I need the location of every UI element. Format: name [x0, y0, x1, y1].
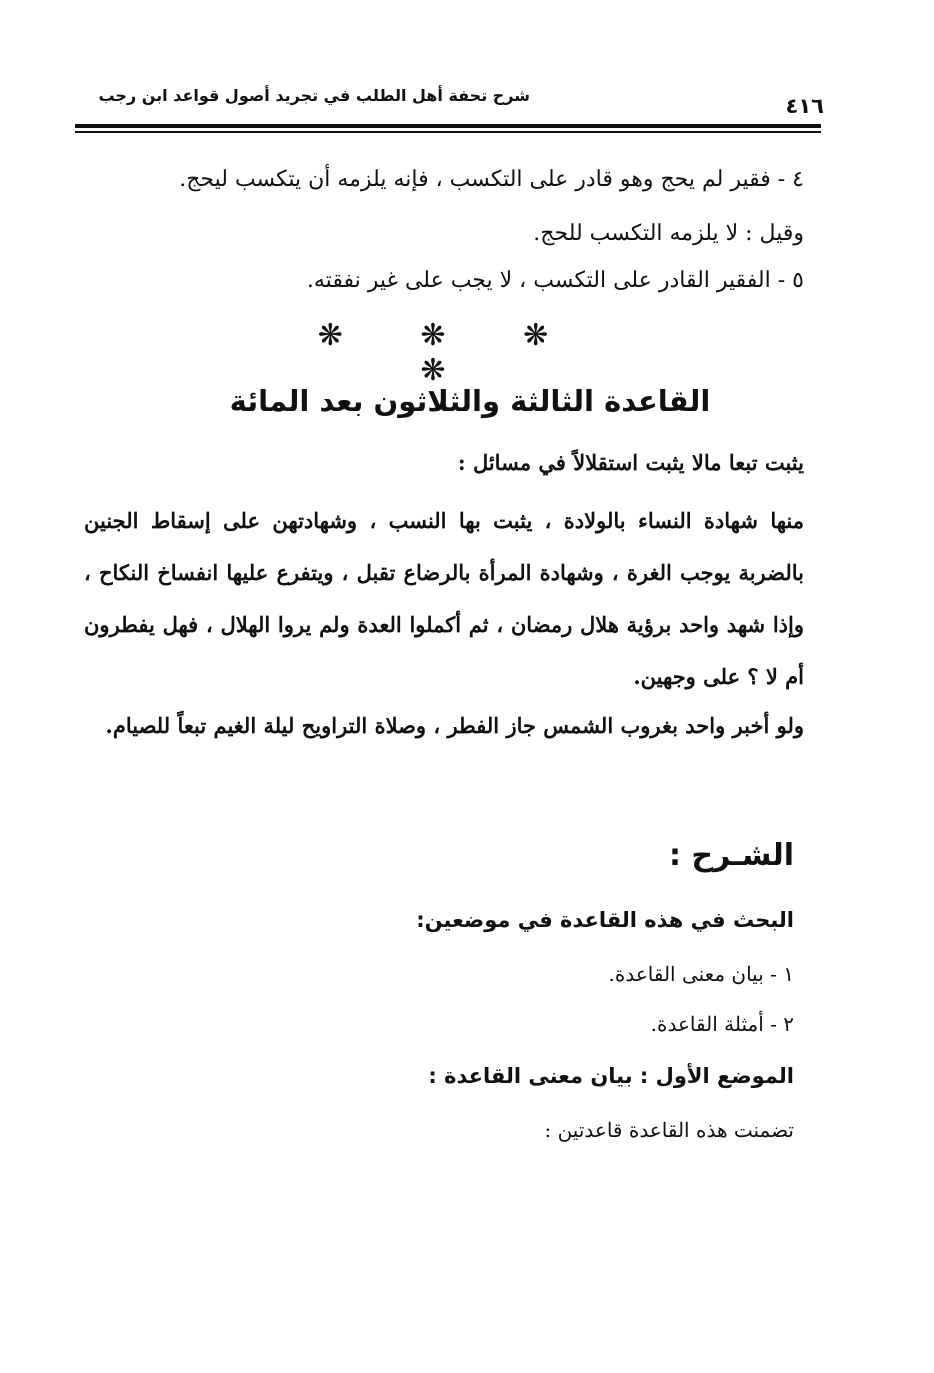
header-rule-thick: [75, 124, 821, 128]
running-header-title: شرح تحفة أهل الطلب في تجريد أصول قواعد ابن رجب: [98, 86, 530, 105]
text-line-item-5: ٥ - الفقير القادر على التكسب ، لا يجب على غير نفقته.: [306, 268, 804, 293]
rule-heading: القاعدة الثالثة والثلاثون بعد المائة: [229, 384, 711, 418]
rule-paragraph-1: منها شهادة النساء بالولادة ، يثبت بها النسب ، وشهادتهن على إسقاط الجنين بالضربة يوجب الغرة ، وشهادة المرأة بالرضاع تقبل ، ويتفرع عليها انفساخ النكاح ، وإذا شهد واحد برؤية هلال رمضان ، ثم أكملوا العدة ولم يروا الهلال ، فهل يفطرون أم لا ؟ على وجهين.: [84, 508, 804, 689]
section-heading: الموضع الأول : بيان معنى القاعدة :: [428, 1064, 794, 1088]
closing-line: تضمنت هذه القاعدة قاعدتين :: [544, 1118, 794, 1142]
sharh-intro-heading: البحث في هذه القاعدة في موضعين:: [416, 908, 794, 932]
list-item: ٢ - أمثلة القاعدة.: [650, 1012, 794, 1036]
asterism-separator: ❋ ❋ ❋ ❋: [317, 318, 583, 388]
header-rule-thin: [75, 131, 821, 133]
rule-paragraph-2: ولو أخبر واحد بغروب الشمس جاز الفطر ، وصلاة التراويح ليلة الغيم تبعاً للصيام.: [105, 713, 804, 738]
sharh-heading: الشـرح :: [668, 838, 794, 873]
text-line-opinion: وقيل : لا يلزمه التكسب للحج.: [533, 221, 804, 246]
page-number: ٤١٦: [785, 94, 824, 118]
list-item: ١ - بيان معنى القاعدة.: [608, 962, 794, 986]
rule-intro-line: يثبت تبعا مالا يثبت استقلالاً في مسائل :: [457, 450, 804, 475]
text-line-item-4: ٤ - فقير لم يحج وهو قادر على التكسب ، فإنه يلزمه أن يتكسب ليحج.: [179, 167, 804, 192]
